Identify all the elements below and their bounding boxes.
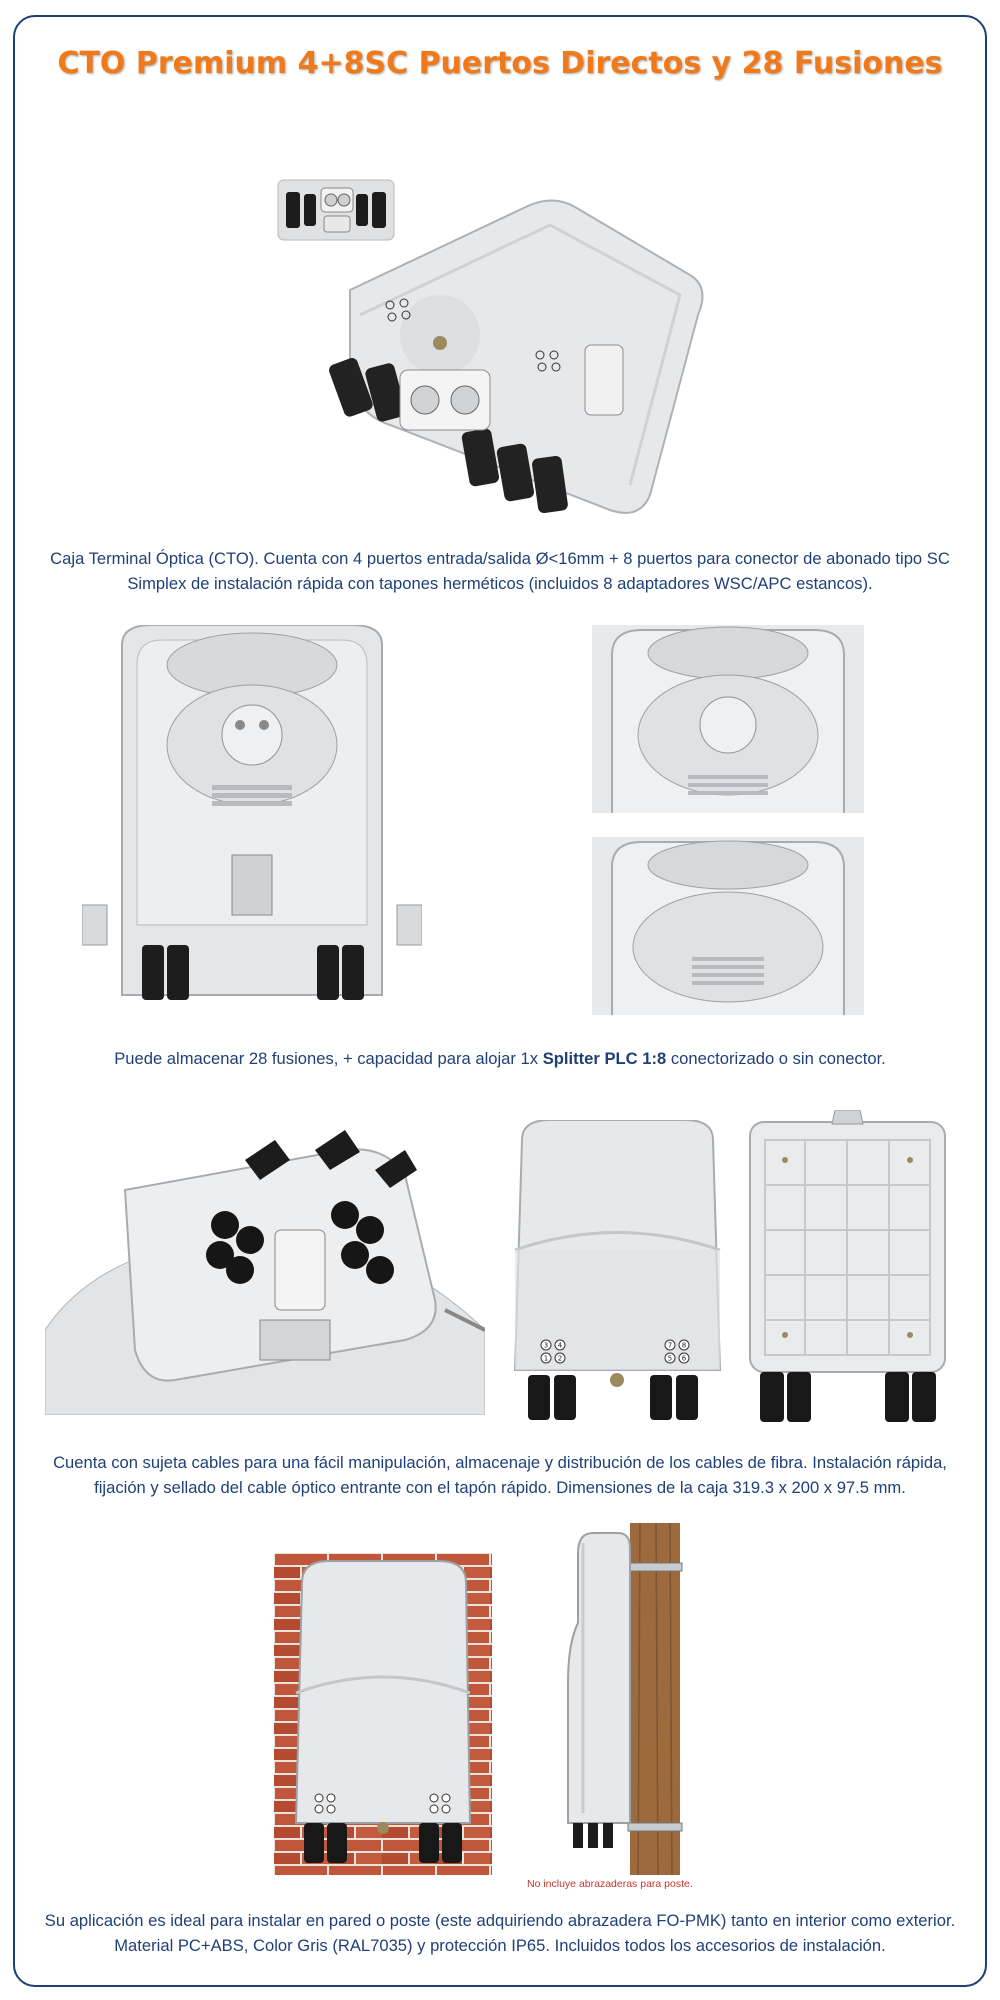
wall-mount-image [274, 1553, 492, 1875]
pole-clamp-note: No incluye abrazaderas para poste. [527, 1878, 693, 1890]
splice-tray-detail-image-bottom [592, 837, 864, 1015]
open-box-cable-holder-image [45, 1130, 485, 1415]
port-number-label: 5 [667, 1354, 673, 1363]
port-number-label: 7 [667, 1341, 673, 1350]
splitter-name: Splitter PLC 1:8 [542, 1049, 667, 1068]
application-paragraph: Su aplicación es ideal para instalar en pared o poste (este adquiriendo abrazadera FO-PMK) tanto en interior como exterior. Material PC+ABS, Color Gris (RAL7035) y protección IP65. Incluidos todos los accesorios de instalación. [44, 1911, 956, 1955]
splice-capacity-text: Puede almacenar 28 fusiones, + capacidad para alojar 1x [114, 1049, 543, 1068]
box-back-view-image [745, 1110, 950, 1428]
intro-paragraph: Caja Terminal Óptica (CTO). Cuenta con 4 puertos entrada/salida Ø<16mm + 8 puertos para conector de abonado tipo SC Simplex de instalación rápida con tapones herméticos (incluidos 8 adaptadores WSC/APC estancos). [50, 549, 950, 593]
port-number-label: 3 [543, 1341, 549, 1350]
closed-box-front-image [510, 1120, 725, 1425]
open-box-interior-image [82, 625, 422, 1015]
installation-paragraph: Cuenta con sujeta cables para una fácil manipulación, almacenaje y distribución de los cables de fibra. Instalación rápida, fijación y sellado del cable óptico entrante con el tapón rápido. Dimensiones de la caja 319.3 x 200 x 97.5 mm. [53, 1453, 947, 1497]
splice-capacity-paragraph [30, 1046, 970, 1071]
port-number-label: 4 [557, 1341, 563, 1350]
port-number-label: 6 [681, 1354, 687, 1363]
closed-box-angled-image [320, 195, 710, 535]
page-title: CTO Premium 4+8SC Puertos Directos y 28 Fusiones [57, 46, 943, 81]
port-number-label: 2 [557, 1354, 563, 1363]
port-number-label: 1 [543, 1354, 549, 1363]
port-number-label: 8 [681, 1341, 687, 1350]
splice-tray-detail-image-top [592, 625, 864, 813]
splice-capacity-tail: conectorizado o sin conector. [666, 1049, 886, 1068]
pole-mount-image [548, 1523, 693, 1875]
